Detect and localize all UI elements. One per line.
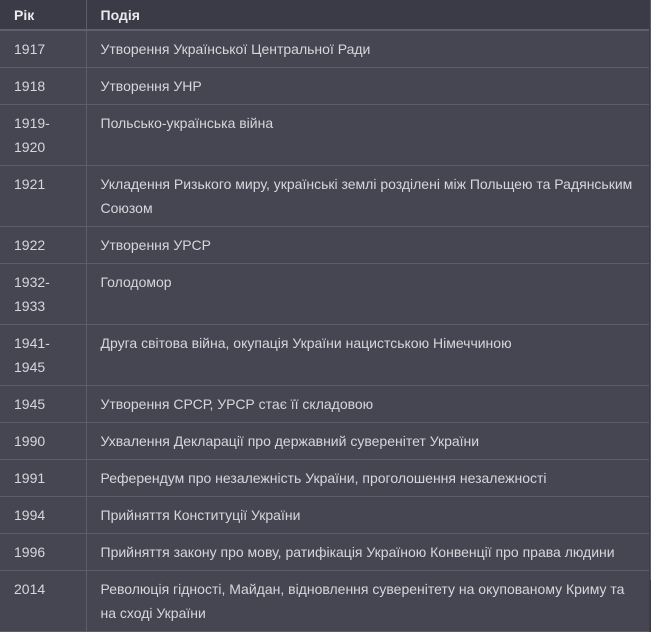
table-row — [0, 460, 649, 497]
table-row — [0, 264, 649, 325]
table-row — [0, 68, 649, 105]
table-row — [0, 30, 649, 68]
year-cell: 1991 — [0, 460, 86, 497]
year-cell: 1921 — [0, 166, 86, 227]
table-row — [0, 423, 649, 460]
table-row — [0, 166, 649, 227]
table-row — [0, 325, 649, 386]
column-header-year: Рік — [0, 0, 86, 30]
table-row — [0, 386, 649, 423]
event-cell: Утворення СРСР, УРСР стає її складовою — [86, 386, 649, 423]
event-cell: Друга світова війна, окупація України нацистською Німеччиною — [86, 325, 649, 386]
year-cell: 1945 — [0, 386, 86, 423]
year-cell: 1922 — [0, 227, 86, 264]
year-cell: 1990 — [0, 423, 86, 460]
event-cell: Утворення УРСР — [86, 227, 649, 264]
year-cell: 1994 — [0, 497, 86, 534]
year-cell: 1996 — [0, 534, 86, 571]
year-cell: 1919- 1920 — [0, 105, 86, 166]
table-body — [0, 30, 649, 632]
event-cell: Голодомор — [86, 264, 649, 325]
year-cell: 1941- 1945 — [0, 325, 86, 386]
table-row — [0, 105, 649, 166]
table-row — [0, 227, 649, 264]
year-cell: 1917 — [0, 30, 86, 68]
year-cell: 1918 — [0, 68, 86, 105]
table-row — [0, 571, 649, 632]
table-header — [0, 0, 649, 30]
event-cell: Прийняття закону про мову, ратифікація Україною Конвенції про права людини — [86, 534, 649, 571]
column-header-event: Подія — [86, 0, 649, 30]
event-cell: Утворення УНР — [86, 68, 649, 105]
event-cell: Прийняття Конституції України — [86, 497, 649, 534]
event-cell: Референдум про незалежність України, проголошення незалежності — [86, 460, 649, 497]
table-row — [0, 497, 649, 534]
year-cell: 1932- 1933 — [0, 264, 86, 325]
year-cell: 2014 — [0, 571, 86, 632]
event-cell: Польсько-українська війна — [86, 105, 649, 166]
event-cell: Революція гідності, Майдан, відновлення суверенітету на окупованому Криму та на сході України — [86, 571, 649, 632]
event-cell: Ухвалення Декларації про державний суверенітет України — [86, 423, 649, 460]
event-cell: Укладення Ризького миру, українські землі розділені між Польщею та Радянським Союзом — [86, 166, 649, 227]
table-row — [0, 534, 649, 571]
header-row — [0, 0, 649, 30]
event-cell: Утворення Української Центральної Ради — [86, 30, 649, 68]
